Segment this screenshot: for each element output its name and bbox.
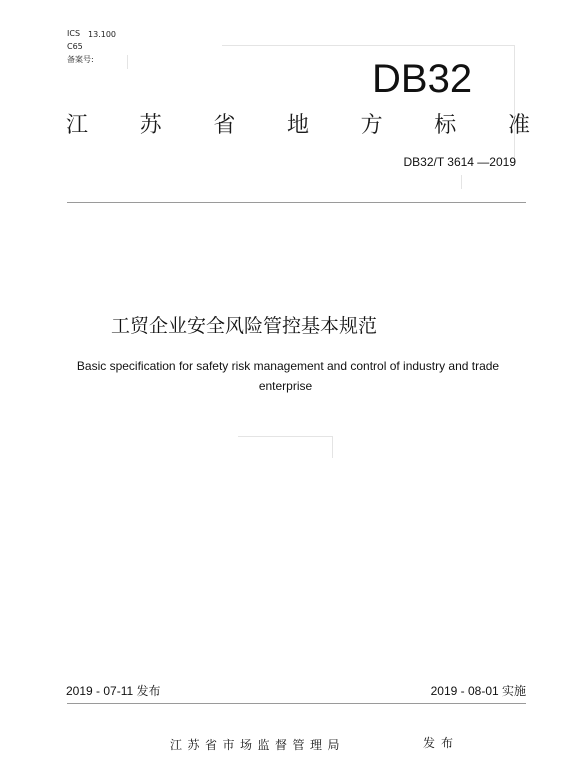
standard-number: DB32/T 3614 —2019	[403, 155, 516, 169]
implementation-date: 2019 - 08-01 实施	[430, 684, 526, 698]
standard-type-char: 地	[286, 113, 309, 138]
ics-value: 13.100	[88, 30, 116, 39]
document-title-english-line2: enterprise	[258, 379, 313, 393]
standard-type-char: 苏	[139, 113, 162, 138]
standard-type-char: 江	[66, 113, 89, 138]
issue-date: 2019 - 07-11 发布	[66, 684, 161, 698]
issue-label: 发布	[423, 736, 460, 750]
scan-artifact-line	[127, 55, 128, 69]
scan-artifact-line	[514, 45, 515, 165]
scan-artifact-line	[332, 436, 333, 458]
standard-type-char: 方	[360, 113, 383, 138]
scan-artifact-line	[238, 436, 333, 437]
db-code: DB32	[372, 57, 473, 101]
ics-label: ICS	[67, 29, 81, 38]
scan-artifact-line	[222, 45, 514, 46]
issuing-authority: 江苏省市场监督管理局	[170, 738, 346, 752]
header-divider	[67, 202, 526, 203]
footer-divider	[67, 703, 526, 704]
document-title-chinese: 工贸企业安全风险管控基本规范	[111, 315, 378, 337]
standard-type-char: 省	[213, 113, 236, 138]
document-title-english-line1: Basic specification for safety risk management and control of industry and trade	[76, 359, 500, 373]
scan-artifact-line	[461, 175, 462, 189]
record-number-label: 备案号:	[67, 55, 94, 64]
standard-type-char: 标	[434, 113, 457, 138]
standard-type	[66, 112, 530, 140]
ccs-code: C65	[67, 42, 83, 51]
standard-type-char: 准	[507, 113, 530, 138]
